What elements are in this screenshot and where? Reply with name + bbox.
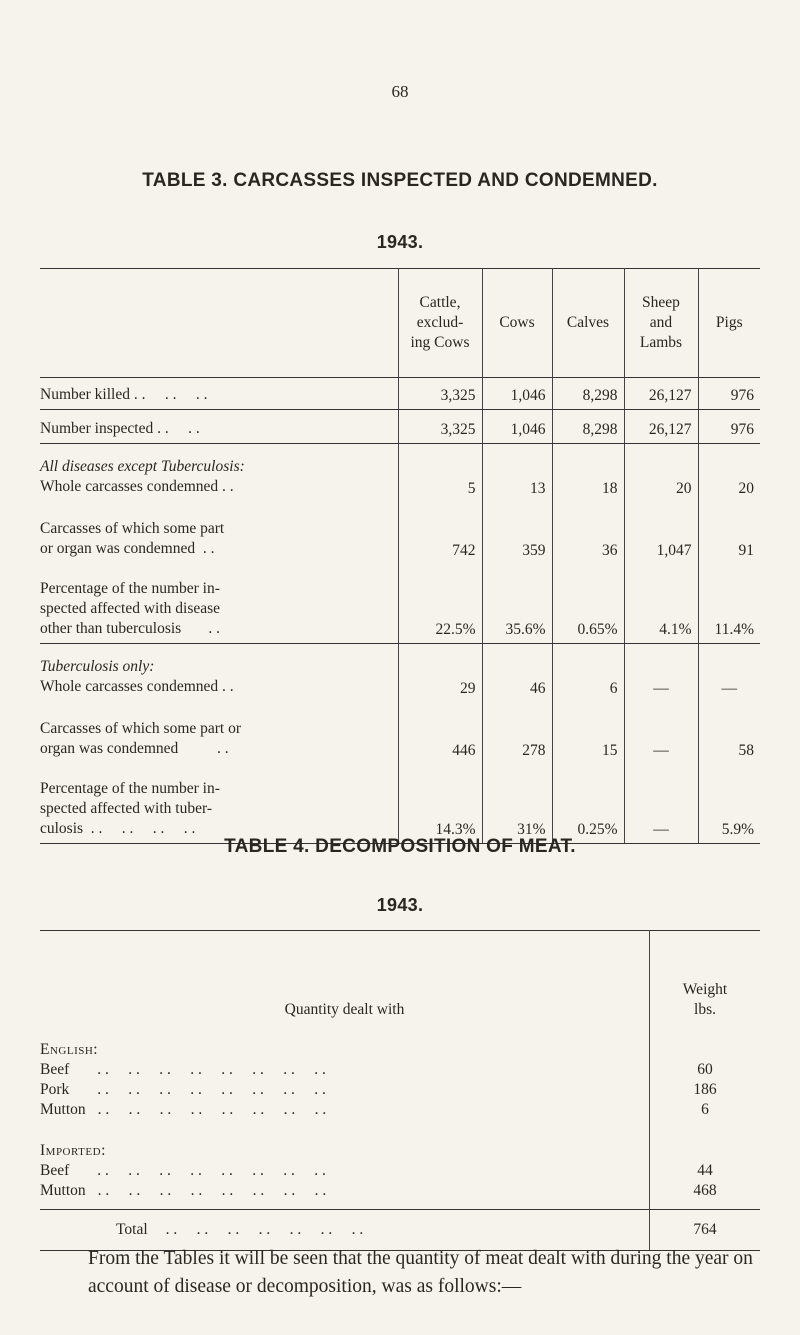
cell-cows: 35.6% xyxy=(482,564,552,644)
row-label: Carcasses of which some part or organ was condemned . . xyxy=(40,720,242,758)
cell-sheep: — xyxy=(624,702,698,764)
cell-cattle: 3,325 xyxy=(398,378,482,410)
cell-cows: 46 xyxy=(482,644,552,702)
table-row xyxy=(40,378,760,410)
table3-title: TABLE 3. CARCASSES INSPECTED AND CONDEMNED. xyxy=(142,170,658,191)
cell-calves: 6 xyxy=(552,644,624,702)
cell-cattle: 14.3% xyxy=(398,764,482,844)
cell-cattle: 29 xyxy=(398,644,482,702)
table-row xyxy=(40,410,760,444)
table4-year: 1943. xyxy=(376,895,424,915)
cell-cows: 359 xyxy=(482,502,552,564)
cell-weight-blank xyxy=(650,1026,761,1060)
row-label: Percentage of the number in- spected affected with disease other than tuberculosis . . xyxy=(40,564,398,644)
cell-cows: 1,046 xyxy=(482,410,552,444)
cell-weight: 186 xyxy=(650,1080,761,1100)
carcasses-table xyxy=(40,268,760,844)
header-calves: Calves xyxy=(552,269,624,378)
cell-weight-blank xyxy=(650,1121,761,1161)
row-label: Mutton . . . . . . . . . . . . . . . . xyxy=(40,1101,327,1119)
total-label: Total . . . . . . . . . . . . . . xyxy=(40,1209,650,1250)
cell-pigs: 976 xyxy=(698,410,760,444)
row-label: Beef . . . . . . . . . . . . . . . . xyxy=(40,1161,326,1179)
table4-title: TABLE 4. DECOMPOSITION OF MEAT. xyxy=(224,836,576,857)
cell-pigs: 91 xyxy=(698,502,760,564)
table-header-row xyxy=(40,931,760,1027)
cell-calves: 15 xyxy=(552,702,624,764)
table-row xyxy=(40,444,760,502)
cell-pigs: 11.4% xyxy=(698,564,760,644)
cell-sheep: 26,127 xyxy=(624,410,698,444)
cell-cattle: 742 xyxy=(398,502,482,564)
table-row xyxy=(40,1161,760,1181)
decomposition-table xyxy=(40,930,760,1251)
table-header-row xyxy=(40,269,760,378)
cell-weight: 44 xyxy=(650,1161,761,1181)
row-label: Tuberculosis only: Whole carcasses condemned . . xyxy=(40,658,234,696)
row-label: Mutton . . . . . . . . . . . . . . . . xyxy=(40,1181,327,1199)
table-row xyxy=(40,564,760,644)
row-label: All diseases except Tuberculosis: Whole carcasses condemned . . xyxy=(40,458,245,496)
group-row xyxy=(40,1121,760,1161)
closing-paragraph: From the Tables it will be seen that the quantity of meat dealt with during the year on account of disease or decomposition, was as follows:— xyxy=(88,1248,753,1298)
header-sheep: Sheep and Lambs xyxy=(624,269,698,378)
table-row xyxy=(40,1100,760,1120)
row-label: Percentage of the number in- spected affected with tuber- culosis . . . . . . . . xyxy=(40,764,398,844)
table-row xyxy=(40,764,760,844)
table3-year: 1943. xyxy=(376,232,424,252)
header-weight: Weight lbs. xyxy=(650,931,761,1027)
cell-calves: 18 xyxy=(552,444,624,502)
cell-sheep: — xyxy=(624,764,698,844)
section-heading: All diseases except Tuberculosis: xyxy=(40,458,245,476)
section-heading: Tuberculosis only: xyxy=(40,658,155,676)
cell-cattle: 3,325 xyxy=(398,410,482,444)
cell-pigs: 58 xyxy=(698,702,760,764)
cell-calves: 0.65% xyxy=(552,564,624,644)
group-label-imported: Imported: xyxy=(40,1141,106,1159)
cell-sheep: — xyxy=(624,644,698,702)
row-label: Number inspected . . . . xyxy=(40,410,398,444)
cell-cattle: 5 xyxy=(398,444,482,502)
cell-pigs: 5.9% xyxy=(698,764,760,844)
cell-weight: 468 xyxy=(650,1181,761,1210)
cell-cows: 13 xyxy=(482,444,552,502)
cell-calves: 36 xyxy=(552,502,624,564)
table-row xyxy=(40,502,760,564)
cell-cows: 31% xyxy=(482,764,552,844)
cell-sheep: 20 xyxy=(624,444,698,502)
cell-calves: 0.25% xyxy=(552,764,624,844)
group-label-english: English: xyxy=(40,1041,99,1058)
cell-cows: 278 xyxy=(482,702,552,764)
group-row xyxy=(40,1026,760,1060)
header-cattle: Cattle, exclud- ing Cows xyxy=(398,269,482,378)
cell-sheep: 26,127 xyxy=(624,378,698,410)
cell-cattle: 22.5% xyxy=(398,564,482,644)
table-row xyxy=(40,702,760,764)
row-label: Pork . . . . . . . . . . . . . . . . xyxy=(40,1081,326,1099)
cell-calves: 8,298 xyxy=(552,410,624,444)
cell-weight: 60 xyxy=(650,1060,761,1080)
row-label: Beef . . . . . . . . . . . . . . . . xyxy=(40,1061,326,1079)
table-row xyxy=(40,1060,760,1080)
header-blank xyxy=(40,269,398,378)
cell-pigs: — xyxy=(698,644,760,702)
header-pigs: Pigs xyxy=(698,269,760,378)
header-cows: Cows xyxy=(482,269,552,378)
table-row xyxy=(40,1080,760,1100)
page-number: 68 xyxy=(391,82,409,101)
table-row xyxy=(40,1181,760,1210)
cell-cows: 1,046 xyxy=(482,378,552,410)
cell-weight: 6 xyxy=(650,1100,761,1120)
cell-sheep: 4.1% xyxy=(624,564,698,644)
total-weight: 764 xyxy=(650,1209,761,1250)
table-row xyxy=(40,644,760,702)
row-label: Number killed . . . . . . xyxy=(40,378,398,410)
cell-pigs: 20 xyxy=(698,444,760,502)
row-label: Carcasses of which some part or organ was condemned . . xyxy=(40,520,225,558)
cell-sheep: 1,047 xyxy=(624,502,698,564)
cell-calves: 8,298 xyxy=(552,378,624,410)
cell-cattle: 446 xyxy=(398,702,482,764)
header-quantity: Quantity dealt with xyxy=(284,1000,405,1018)
cell-pigs: 976 xyxy=(698,378,760,410)
